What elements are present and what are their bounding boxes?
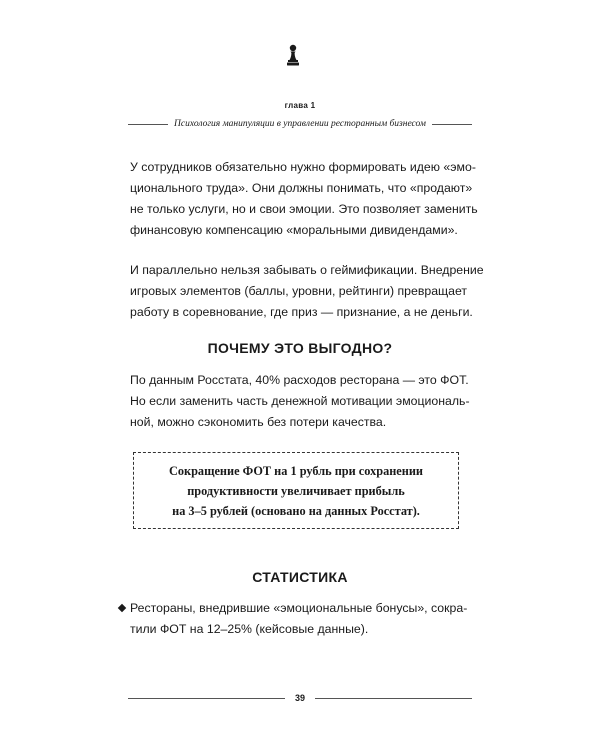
section-heading-statistics: СТАТИСТИКА xyxy=(252,569,348,585)
text-line: У сотрудников обязательно нужно формировать идею «эмо- xyxy=(130,160,476,174)
running-head-rule-left xyxy=(128,124,168,125)
callout-line: на 3–5 рублей (основано на данных Росстат). xyxy=(172,503,420,518)
page-footer xyxy=(128,691,472,705)
text-line: не только услуги, но и свои эмоции. Это позволяет заменить xyxy=(130,202,478,216)
text-line: Рестораны, внедрившие «эмоциональные бонусы», сокра- xyxy=(130,601,468,615)
callout-box xyxy=(133,452,459,529)
footer-rule-left xyxy=(128,698,285,699)
text-line: Но если заменить часть денежной мотивации эмоциональ- xyxy=(130,394,470,408)
chapter-label: глава 1 xyxy=(284,101,316,110)
section-heading-why-profitable: ПОЧЕМУ ЭТО ВЫГОДНО? xyxy=(207,340,393,356)
running-title: Психология манипуляции в управлении ресторанным бизнесом xyxy=(174,119,426,129)
text-line: работу в соревнование, где приз — признание, а не деньги. xyxy=(130,305,473,319)
text-line: тили ФОТ на 12–25% (кейсовые данные). xyxy=(130,622,369,636)
text-line: ционального труда». Они должны понимать, что «продают» xyxy=(130,181,473,195)
diamond-bullet-icon xyxy=(118,604,126,612)
page-number: 39 xyxy=(295,693,306,703)
paragraph-gamification xyxy=(130,260,484,323)
running-head xyxy=(128,117,472,131)
text-line: финансовую компенсацию «моральными дивидендами». xyxy=(130,223,458,237)
chess-pawn-icon xyxy=(286,44,300,66)
callout-line: продуктивности увеличивает прибыль xyxy=(187,483,405,498)
paragraph-rosstat xyxy=(130,370,475,433)
text-line: игровых элементов (баллы, уровни, рейтинги) превращает xyxy=(130,284,468,298)
footer-rule-right xyxy=(315,698,472,699)
text-line: По данным Росстата, 40% расходов ресторана — это ФОТ. xyxy=(130,373,469,387)
text-line: И параллельно нельзя забывать о геймификации. Внедрение xyxy=(130,263,484,277)
text-line: ной, можно сэкономить без потери качества. xyxy=(130,415,387,429)
callout-line: Сокращение ФОТ на 1 рубль при сохранении xyxy=(168,463,424,478)
running-head-rule-right xyxy=(432,124,472,125)
paragraph-emotional-labor xyxy=(130,157,478,241)
